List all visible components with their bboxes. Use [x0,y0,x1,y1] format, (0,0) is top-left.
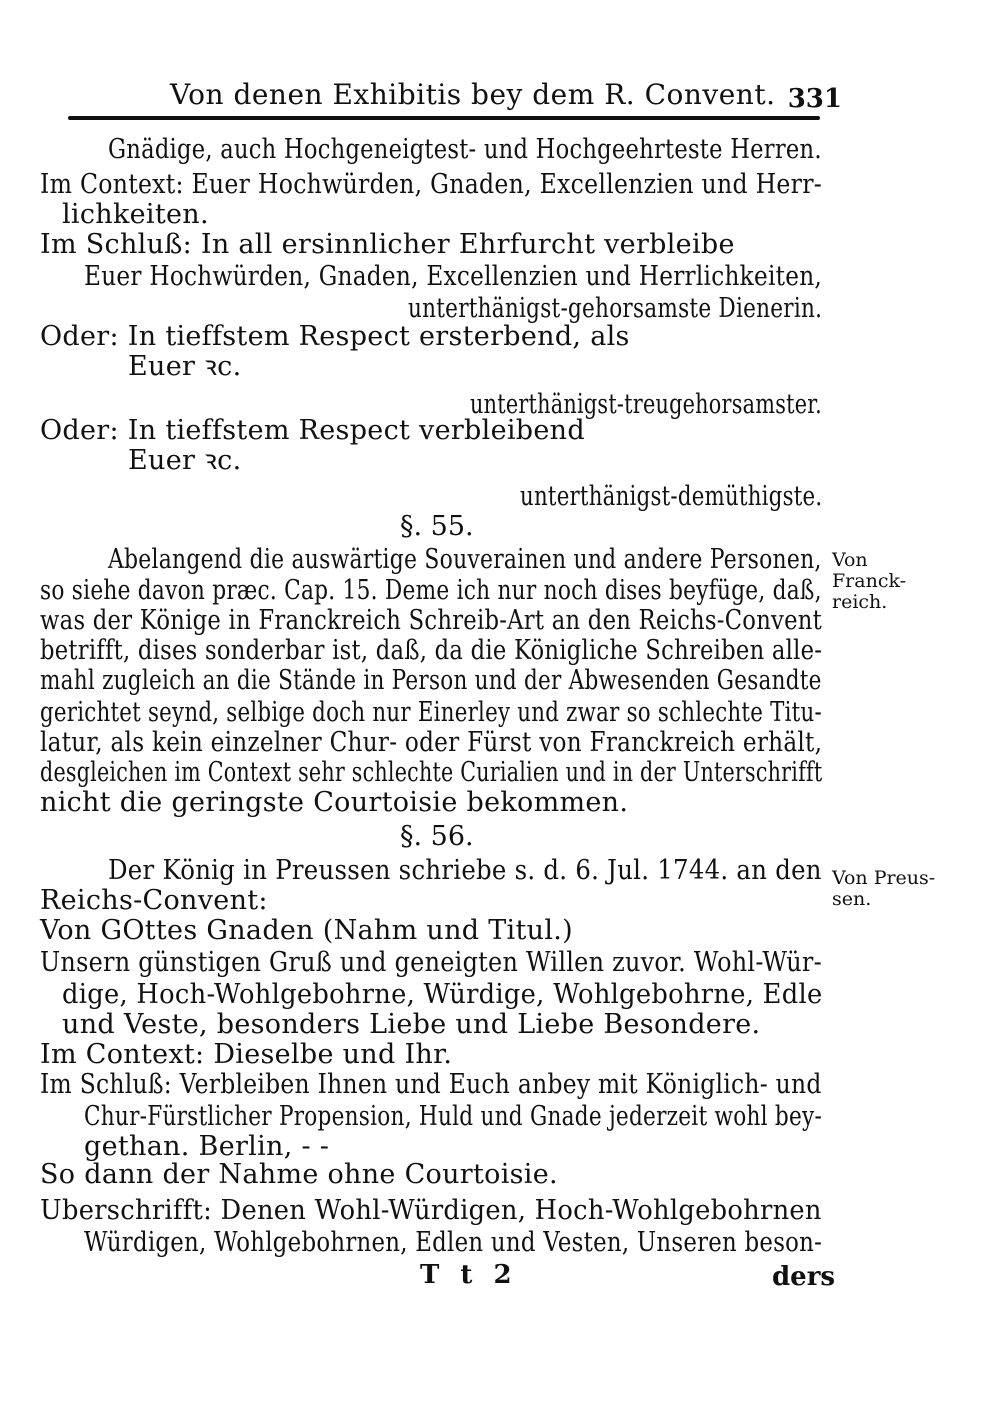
text-line: betrifft, dises sonderbar ist, daß, da die Königliche Schreiben alle- [40,635,823,666]
text-line: Reichs-Convent: [40,885,268,916]
text-line: unterthänigst-treugehorsamster. [470,389,822,420]
margin-note-line: Von Preus- [832,867,936,889]
catchword: ders [772,1262,836,1292]
text-line: gerichtet seynd, selbige doch nur Einerley und zwar so schlechte Titu- [40,697,822,728]
text-line: Im Schluß: In all ersinnlicher Ehrfurcht verbleibe [40,229,735,260]
signature-mark: T t 2 [420,1260,518,1290]
text-line: lichkeiten. [62,199,209,230]
text-line: Oder: In tieffstem Respect ersterbend, als [40,321,630,352]
text-line: Euer Hochwürden, Gnaden, Excellenzien und Herrlichkeiten, [84,261,823,292]
text-line: Der König in Preussen schriebe s. d. 6. Jul. 1744. an den [108,855,822,886]
text-line: unterthänigst-demüthigste. [520,481,823,512]
section-heading: §. 55. [400,511,474,542]
text-line: nicht die geringste Courtoisie bekommen. [40,787,629,818]
text-line: Unsern günstigen Gruß und geneigten Willen zuvor. Wohl-Wür- [40,947,822,978]
margin-note-line: Franck- [832,570,907,592]
text-line: latur, als kein einzelner Chur- oder Fürst von Franckreich erhält, [40,727,823,758]
text-line: was der Könige in Franckreich Schreib-Art an den Reichs-Convent [40,605,823,636]
running-title: Von denen Exhibitis bey dem R. Convent. [170,78,776,111]
text-line: Euer ꝛc. [128,445,242,476]
text-line: Uberschrifft: Denen Wohl-Würdigen, Hoch-Wohlgebohrnen [40,1195,822,1226]
margin-note-line: sen. [832,888,872,910]
text-line: Von GOttes Gnaden (Nahm und Titul.) [40,915,573,946]
text-line: Chur-Fürstlicher Propension, Huld und Gnade jederzeit wohl bey- [84,1101,822,1132]
margin-note-line: reich. [832,591,888,613]
text-line: dige, Hoch-Wohlgebohrne, Würdige, Wohlgebohrne, Edle [62,979,823,1010]
text-line: Oder: In tieffstem Respect verbleibend [40,415,585,446]
text-line: Im Context: Euer Hochwürden, Gnaden, Excellenzien und Herr- [40,169,822,200]
text-line: So dann der Nahme ohne Courtoisie. [40,1159,558,1190]
margin-note [832,550,906,613]
text-line: desgleichen im Context sehr schlechte Curialien und in der Unterschrifft [40,757,823,788]
text-line: gethan. Berlin, - - [84,1131,330,1162]
text-line: Euer ꝛc. [128,351,242,382]
text-line: mahl zugleich an die Stände in Person und der Abwesenden Gesandte [40,665,822,696]
text-line: so siehe davon præc. Cap. 15. Deme ich nur noch dises beyfüge, daß, [40,575,822,606]
text-line: Im Schluß: Verbleiben Ihnen und Euch anbey mit Königlich- und [40,1069,822,1100]
text-line: und Veste, besonders Liebe und Liebe Besondere. [62,1009,761,1040]
page-number: 331 [787,84,842,114]
text-line: Würdigen, Wohlgebohrnen, Edlen und Vesten, Unseren beson- [84,1227,823,1258]
text-line: Gnädige, auch Hochgeneigtest- und Hochgeehrteste Herren. [108,134,822,165]
text-line: Abelangend die auswärtige Souverainen und andere Personen, [108,544,822,575]
margin-note [832,868,935,910]
text-line: unterthänigst-gehorsamste Dienerin. [408,293,823,324]
text-line: Im Context: Dieselbe und Ihr. [40,1039,453,1070]
margin-note-line: Von [832,549,868,571]
section-heading: §. 56. [400,821,474,852]
